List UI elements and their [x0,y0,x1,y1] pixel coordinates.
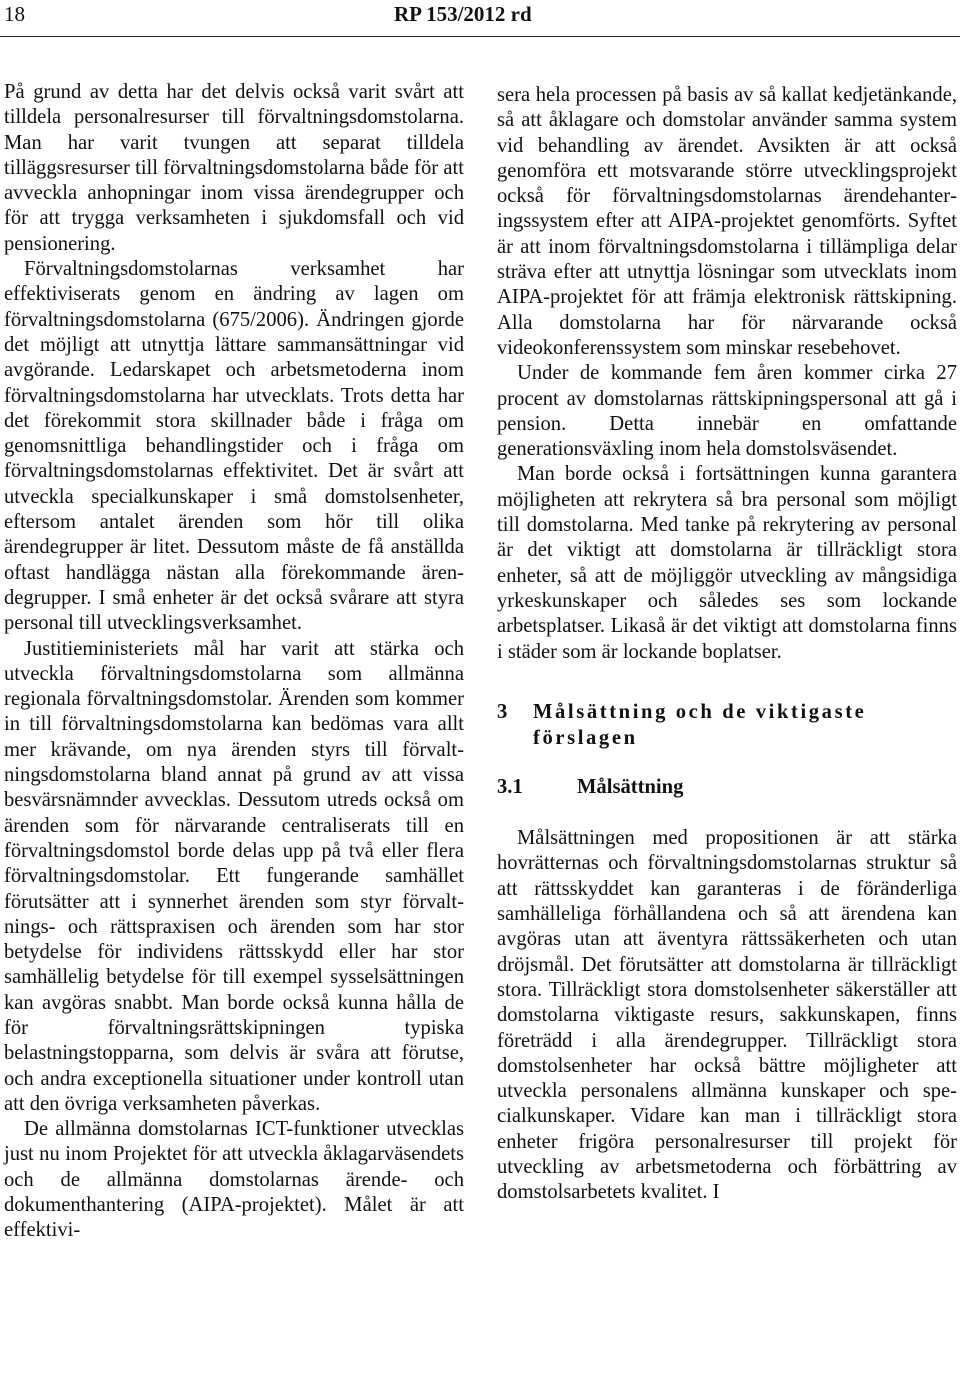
right-paragraph-1: sera hela processen på basis av så kallat kedjetänkande, så att åklagare och domstolar använder samma system vid behandling av ärendet. Avsikten är att också genomföra ett motsvarande större utvecklingsprojekt också för förvaltningsdomstolarnas ärendehanteringssystem efter att AIPA-projektet genomförts. Syftet är att inom förvaltningsdomstolarna i tillämpliga delar sträva efter att utnyttja lösningar som utvecklats inom AIPA-projektet för att främja elektronisk rättskipning. Alla domstolarna har för närvarande också videokonferenssystem som minskar resebehovet. [497,84,957,359]
left-paragraph-4: De allmänna domstolarnas ICT-funktioner utvecklas just nu inom Projektet för att utveckla åklagarväsendets och de allmänna domstolarnas ärende- och dokumenthantering (AIPA-projektet). Målet är att effektivi- [4,1118,464,1242]
section-number: 3 [497,700,508,723]
right-column [497,83,957,1206]
left-paragraph-3: Justitieministeriets mål har varit att stärka och utveckla förvaltningsdomstolarna som allmänna regionala förvaltningsdomstolar. Ärenden som kommer in till förvaltningsdomstolarna kan bedömas vara allt mer krävande, om nya ärenden styrs till förvaltningsdomstolarna bland annat på grund av att vissa besvärsnämnder avvecklas. Dessutom utreds också om ärenden som för närvarande centraliserats till en förvaltningsdomstol borde delas upp på två eller flera förvaltningsdomstolar. Ett fungerande samhället förutsätter att i synnerhet ärenden som styr förvaltnings- och rättspraxisen och ärenden som har stor betydelse för individens rättsskydd eller har stor samhällelig betydelse för till exempel sysselsättningen kan avgöras snabbt. Man borde också kunna hålla de för förvaltningsrättskipningen typiska belastningstopparna, som delvis är svåra att förutse, och andra exceptionella situationer under kontroll utan att den övriga verksamheten påverkas. [4,637,464,1115]
left-paragraph-2: Förvaltningsdomstolarnas verksamhet har effektiviserats genom en ändring av lagen om förvaltningsdomstolarna (675/2006). Ändringen gjorde det möjligt att utnyttja lättare sammansättningar vid avgörande. Ledarskapet och arbetsmetoderna inom förvaltningsdomstolarna har utvecklats. Trots detta har det förekommit stora skillnader både i fråga om genomsnittliga behandlingstider och i fråga om förvaltningsdomstolarnas effektivitet. Det är svårt att utveckla specialkunskaper i små domstolsenheter, eftersom antalet ärenden som hör till olika ärendegrupper är litet. Dessutom måste de få anställda oftast handlägga nästan alla förekommande ärendegrupper. I små enheter är det också svårare att styra personal till utvecklingsverksamhet. [4,258,464,635]
header-rule [0,36,960,37]
right-paragraph-3: Man borde också i fortsättningen kunna garantera möjligheten att rekrytera så bra personal som möjligt till domstolarna. Med tanke på rekrytering av personal är det viktigt att domstolarna är tillräckligt stora enheter, så att de möjliggör utveckling av mångsidiga yrkeskunskaper och således ses som lockande arbetsplatser. Likaså är det viktigt att domstolarna finns i städer som är lockande boplatser. [497,463,957,663]
section-title-line-2: förslagen [533,726,638,749]
right-paragraph-2: Under de kommande fem åren kommer cirka 27 procent av domstolarnas rättskipningspersonal att gå i pension. Detta innebär en omfattande generationsväxling inom hela domstolsväsendet. [497,362,957,461]
section-heading [497,699,957,751]
left-column [4,80,464,1244]
subsection-title: Målsättning [577,775,684,798]
section-title-line-1: Målsättning och de viktigaste [533,700,867,723]
subsection-number: 3.1 [497,775,523,798]
right-paragraph-4: Målsättningen med propositionen är att stärka hovrätternas och förvaltningsdomstolarnas struktur så att rättsskyddet kan garanteras i de föränderliga samhälleliga förhållandena och så att ärendena kan avgöras utan att äventyra rättssäkerheten och utan dröjsmål. Det förutsätter att domstolarna är tillräckligt stora. Tillräckligt stora domstolsenheter säkerställer att domstolarna viktigaste resurs, sakkunskapen, finns företrädd i alla ärendegrupper. Tillräckligt stora domstolsenheter har också bättre möjligheter att utveckla personalens allmänna kunskaper och specialkunskaper. Vidare kan man i tillräckligt stora enheter frigöra personalresurser till projekt för utveckling av arbetsmetoderna och förbättring av domstolsarbetets kvalitet. I [497,827,957,1204]
subsection-heading [497,775,957,800]
left-paragraph-1: På grund av detta har det delvis också varit svårt att tilldela personalresurser till förvaltningsdomstolarna. Man har varit tvungen att separat tilldela tilläggsresurser till förvaltningsdomstolarna både för att avveckla anhopningar inom vissa ärendegrupper och för att trygga verksamheten i sjukdomsfall och vid pensionering. [4,81,464,255]
document-reference: RP 153/2012 rd [394,2,532,26]
page-header [0,0,960,38]
page-number: 18 [4,2,25,26]
